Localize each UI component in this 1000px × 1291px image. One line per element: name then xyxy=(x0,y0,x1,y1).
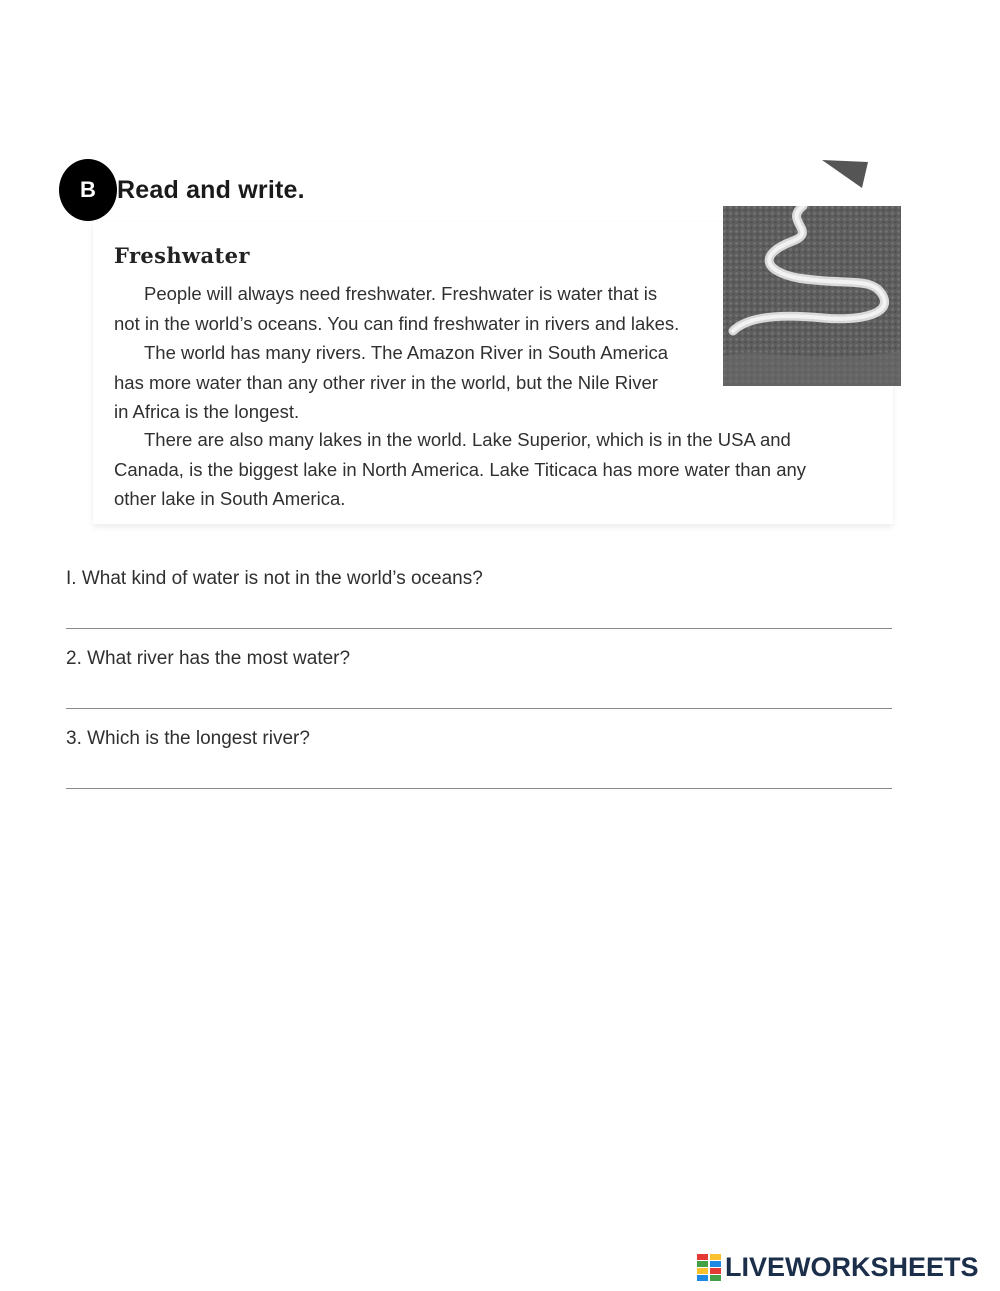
answer-line-3[interactable] xyxy=(66,788,892,789)
liveworksheets-logo-icon xyxy=(697,1254,721,1282)
article-title: Freshwater xyxy=(114,243,250,268)
paragraph-line: in Africa is the longest. xyxy=(114,401,300,422)
question-2: 2. What river has the most water? xyxy=(66,648,351,669)
question-1: I. What kind of water is not in the world’s oceans? xyxy=(66,568,483,589)
answer-line-1[interactable] xyxy=(66,628,892,629)
paragraph-line: People will always need freshwater. Freshwater is water that is xyxy=(144,283,658,304)
corner-tab-decoration xyxy=(822,160,868,190)
paragraph-line: There are also many lakes in the world. Lake Superior, which is in the USA and xyxy=(144,429,791,450)
river-photo xyxy=(723,206,901,386)
question-3: 3. Which is the longest river? xyxy=(66,728,310,749)
article-paragraph-2 xyxy=(114,338,714,427)
section-badge: B xyxy=(59,159,117,221)
brand-text: LIVEWORKSHEETS xyxy=(725,1252,979,1282)
paragraph-line: Canada, is the biggest lake in North America. Lake Titicaca has more water than any xyxy=(114,458,807,480)
liveworksheets-brand xyxy=(697,1252,979,1283)
paragraph-line: has more water than any other river in the world, but the Nile River xyxy=(114,371,658,393)
paragraph-line: not in the world’s oceans. You can find freshwater in rivers and lakes. xyxy=(114,312,680,334)
section-title: Read and write. xyxy=(117,176,305,204)
article-paragraph-1 xyxy=(114,279,714,338)
paragraph-line: other lake in South America. xyxy=(114,488,346,509)
article-paragraph-3 xyxy=(114,425,874,514)
paragraph-line: The world has many rivers. The Amazon River in South America xyxy=(144,342,669,363)
answer-line-2[interactable] xyxy=(66,708,892,709)
